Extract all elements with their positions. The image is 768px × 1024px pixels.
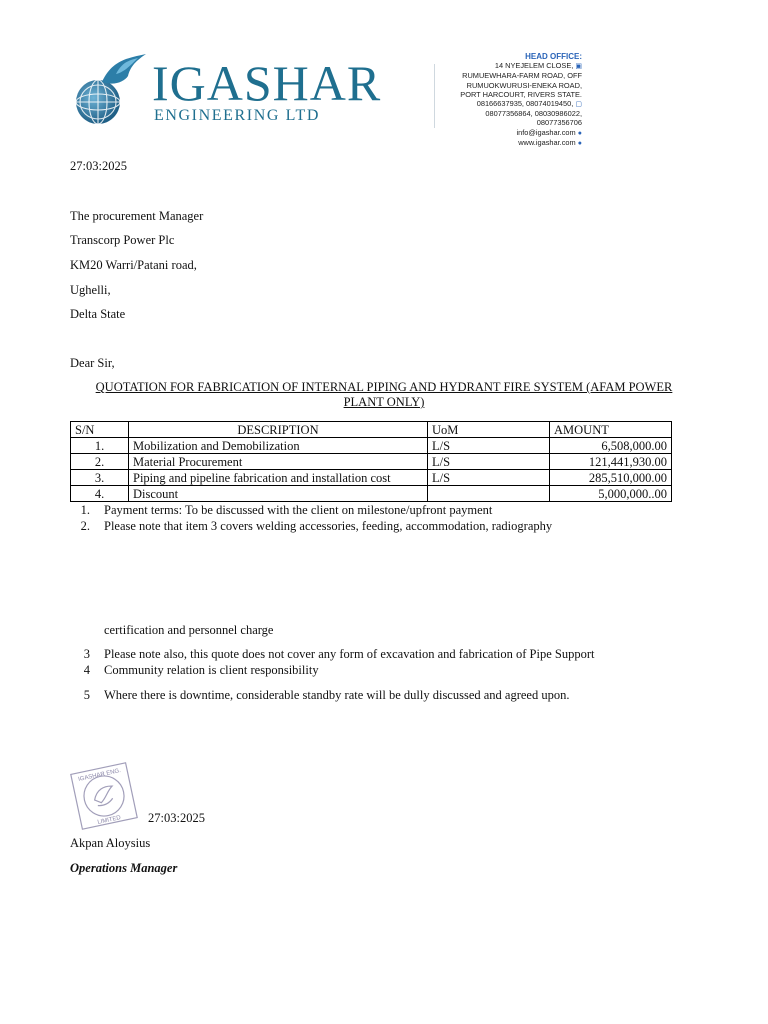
cell-sn: 2. [71, 454, 129, 470]
globe-icon: ● [577, 139, 582, 147]
cell-uom: L/S [428, 438, 550, 454]
salutation: Dear Sir, [70, 356, 115, 370]
cell-amount: 285,510,000.00 [550, 470, 672, 486]
table-row [71, 470, 672, 486]
company-logo-globe-dove-icon [72, 52, 150, 130]
recipient-line: KM20 Warri/Patani road, [70, 258, 197, 272]
head-office-title: HEAD OFFICE: [525, 52, 582, 61]
signature-date: 27:03:2025 [148, 811, 205, 825]
svg-text:LIMITED: LIMITED [96, 815, 122, 826]
subject-heading: QUOTATION FOR FABRICATION OF INTERNAL PIPING AND HYDRANT FIRE SYSTEM (AFAM POWER PLANT ONLY) [95, 380, 673, 409]
cell-amount: 6,508,000.00 [550, 438, 672, 454]
recipient-line: The procurement Manager [70, 209, 204, 223]
website-line: www.igashar.com ● [518, 137, 582, 147]
note-item: 3 Please note also, this quote does not cover any form of excavation and fabrication of Pipe Support [83, 647, 595, 661]
company-subtitle: ENGINEERING LTD [154, 107, 321, 124]
cell-description: Mobilization and Demobilization [129, 438, 428, 454]
table-header-row [71, 422, 672, 438]
cell-amount: 121,441,930.00 [550, 454, 672, 470]
column-header-description: DESCRIPTION [129, 422, 428, 438]
note-item: 2. Please note that item 3 covers welding accessories, feeding, accommodation, radiography [80, 519, 553, 533]
phone-line: 08166637935, 08074019450, ▢ [476, 99, 582, 109]
cell-uom: L/S [428, 470, 550, 486]
cell-amount: 5,000,000..00 [550, 486, 672, 502]
svg-text:IGASHAR ENG.: IGASHAR ENG. [77, 768, 122, 783]
head-office-block [440, 52, 582, 148]
cell-sn: 4. [71, 486, 129, 502]
company-stamp [66, 758, 142, 834]
note-continuation: certification and personnel charge [104, 623, 274, 637]
quotation-table [70, 421, 672, 502]
letter-date: 27:03:2025 [70, 159, 127, 173]
phone-icon: ▢ [575, 101, 582, 109]
cell-uom [428, 486, 550, 502]
letterhead-divider [434, 64, 435, 128]
signatory-title: Operations Manager [70, 861, 178, 875]
cell-uom: L/S [428, 454, 550, 470]
email-line: info@igashar.com ● [516, 127, 582, 137]
phone-line: 08077356706 [536, 118, 582, 128]
recipient-line: Transcorp Power Plc [70, 233, 175, 247]
column-header-uom: UoM [428, 422, 550, 438]
building-icon: ▣ [575, 63, 582, 71]
address-line: RUMUOKWURUSI-ENEKA ROAD, [466, 80, 582, 90]
cell-sn: 1. [71, 438, 129, 454]
email-icon: ● [577, 129, 582, 137]
signatory-name: Akpan Aloysius [70, 836, 151, 850]
address-line: PORT HARCOURT, RIVERS STATE. [460, 89, 582, 99]
address-line: 14 NYEJELEM CLOSE, ▣ [494, 61, 582, 71]
company-name: IGASHAR [152, 55, 382, 111]
recipient-line: Delta State [70, 307, 126, 321]
table-row [71, 454, 672, 470]
recipient-line: Ughelli, [70, 283, 111, 297]
address-line: RUMUEWHARA-FARM ROAD, OFF [462, 71, 582, 81]
phone-line: 08077356864, 08030986022, [485, 109, 582, 119]
column-header-amount: AMOUNT [550, 422, 672, 438]
cell-description: Discount [129, 486, 428, 502]
cell-sn: 3. [71, 470, 129, 486]
note-item: 1. Payment terms: To be discussed with the client on milestone/upfront payment [80, 503, 493, 517]
cell-description: Material Procurement [129, 454, 428, 470]
table-row [71, 486, 672, 502]
cell-description: Piping and pipeline fabrication and installation cost [129, 470, 428, 486]
column-header-sn: S/N [71, 422, 129, 438]
table-row [71, 438, 672, 454]
note-item: 4 Community relation is client responsibility [83, 663, 319, 677]
note-item: 5 Where there is downtime, considerable standby rate will be dully discussed and agreed upon. [83, 688, 570, 702]
